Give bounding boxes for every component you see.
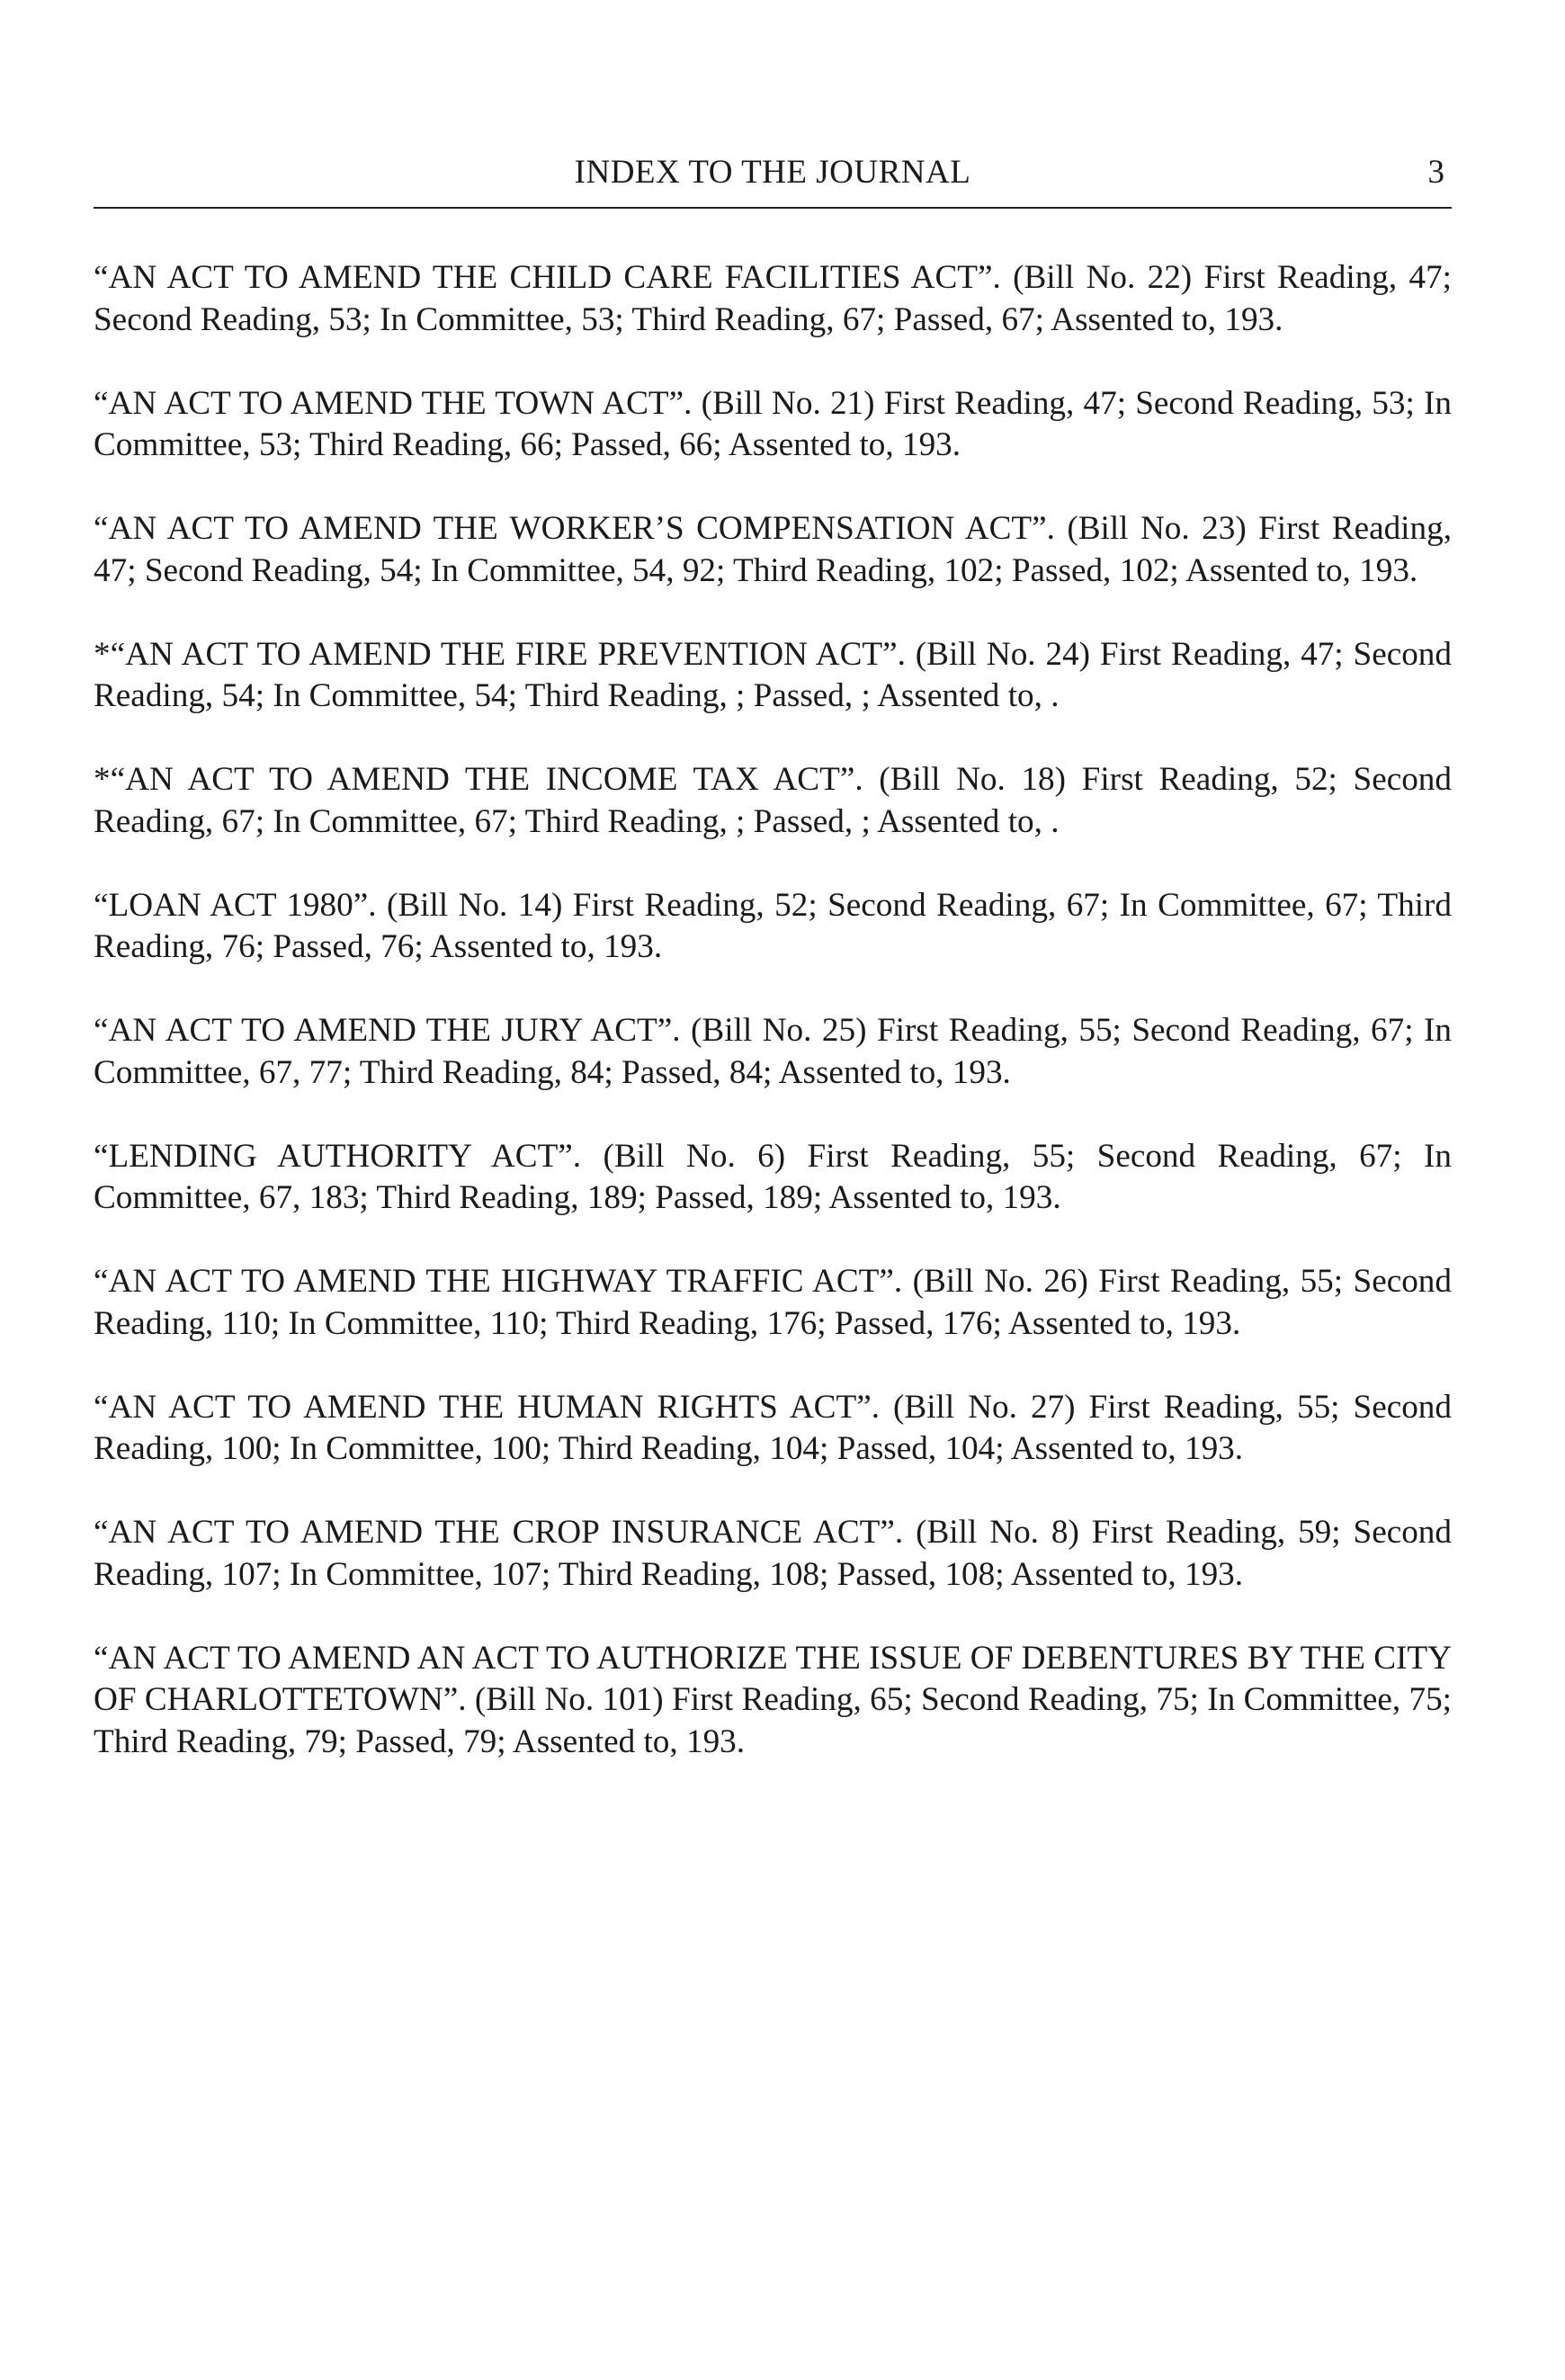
index-entry-fire-prevention-act: *“AN ACT TO AMEND THE FIRE PREVENTION ACT”. (Bill No. 24) First Reading, 47; Second Reading, 54; In Committee, 54; Third Reading, ; Passed, ; Assented to, . [94, 635, 1452, 714]
running-head [94, 148, 1452, 198]
index-entry-workers-compensation-act: “AN ACT TO AMEND THE WORKER’S COMPENSATION ACT”. (Bill No. 23) First Reading, 47; Second Reading, 54; In Committee, 54, 92; Third Reading, 102; Passed, 102; Assented to, 193. [94, 510, 1452, 589]
index-entry-loan-act-1980: “LOAN ACT 1980”. (Bill No. 14) First Reading, 52; Second Reading, 67; In Committee, 67; Third Reading, 76; Passed, 76; Assented to, 193. [94, 886, 1452, 965]
index-entry-crop-insurance-act: “AN ACT TO AMEND THE CROP INSURANCE ACT”. (Bill No. 8) First Reading, 59; Second Reading, 107; In Committee, 107; Third Reading, 108; Passed, 108; Assented to, 193. [94, 1514, 1452, 1593]
index-entry-charlottetown-debentures-act: “AN ACT TO AMEND AN ACT TO AUTHORIZE THE ISSUE OF DEBENTURES BY THE CITY OF CHARLOTTETOWN”. (Bill No. 101) First Reading, 65; Second Reading, 75; In Committee, 75; Third Reading, 79; Passed, 79; Assented to, 193. [94, 1639, 1452, 1760]
header-rule [94, 207, 1452, 209]
index-entry-lending-authority-act: “LENDING AUTHORITY ACT”. (Bill No. 6) First Reading, 55; Second Reading, 67; In Committee, 67, 183; Third Reading, 189; Passed, 189; Assented to, 193. [94, 1137, 1452, 1216]
index-entries [94, 257, 1452, 1805]
index-entry-town-act: “AN ACT TO AMEND THE TOWN ACT”. (Bill No. 21) First Reading, 47; Second Reading, 53; In Committee, 53; Third Reading, 66; Passed, 66; Assented to, 193. [94, 384, 1452, 463]
running-title: INDEX TO THE JOURNAL [574, 154, 971, 191]
index-entry-jury-act: “AN ACT TO AMEND THE JURY ACT”. (Bill No. 25) First Reading, 55; Second Reading, 67; In Committee, 67, 77; Third Reading, 84; Passed, 84; Assented to, 193. [94, 1012, 1452, 1091]
index-entry-highway-traffic-act: “AN ACT TO AMEND THE HIGHWAY TRAFFIC ACT”. (Bill No. 26) First Reading, 55; Second Reading, 110; In Committee, 110; Third Reading, 176; Passed, 176; Assented to, 193. [94, 1263, 1452, 1342]
page-number: 3 [1427, 154, 1444, 191]
index-entry-income-tax-act: *“AN ACT TO AMEND THE INCOME TAX ACT”. (Bill No. 18) First Reading, 52; Second Reading, 67; In Committee, 67; Third Reading, ; Passed, ; Assented to, . [94, 761, 1452, 840]
index-entry-child-care-facilities-act: “AN ACT TO AMEND THE CHILD CARE FACILITIES ACT”. (Bill No. 22) First Reading, 47; Second Reading, 53; In Committee, 53; Third Reading, 67; Passed, 67; Assented to, 193. [94, 259, 1452, 338]
index-entry-human-rights-act: “AN ACT TO AMEND THE HUMAN RIGHTS ACT”. (Bill No. 27) First Reading, 55; Second Reading, 100; In Committee, 100; Third Reading, 104; Passed, 104; Assented to, 193. [94, 1388, 1452, 1467]
